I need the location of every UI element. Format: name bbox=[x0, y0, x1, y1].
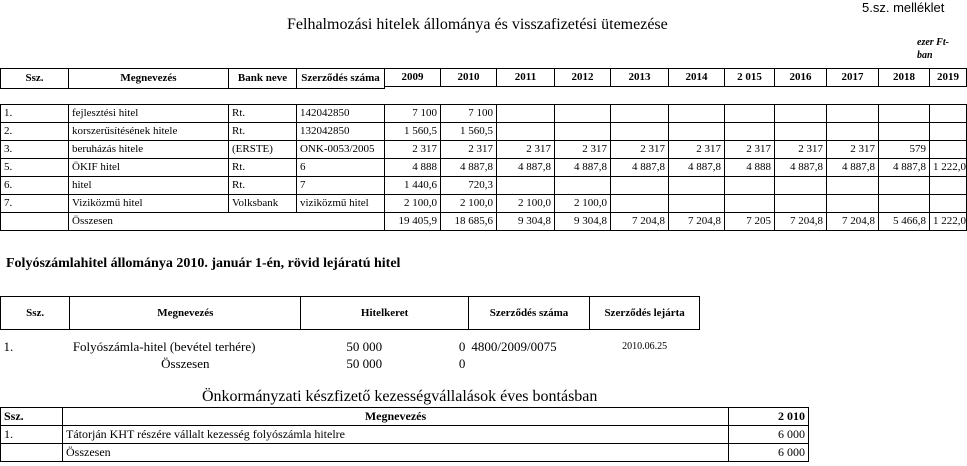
guarantees-row bbox=[1, 426, 809, 444]
header-year: 2018 bbox=[879, 69, 930, 87]
row-value: 2 100,0 bbox=[385, 195, 441, 213]
total-value: 7 204,8 bbox=[611, 213, 669, 231]
row-value: 2 317 bbox=[827, 141, 879, 159]
od-header-szerzodes: Szerződés száma bbox=[468, 297, 589, 330]
od-contract: 4800/2009/0075 bbox=[471, 339, 557, 354]
row-value: 579 bbox=[879, 141, 930, 159]
header-szerzodes: Szerződés száma bbox=[297, 69, 385, 89]
row-value bbox=[879, 123, 930, 141]
row-ssz: 6. bbox=[1, 177, 69, 195]
header-year: 2016 bbox=[775, 69, 827, 87]
row-value bbox=[555, 105, 611, 123]
row-ssz: 5. bbox=[1, 159, 69, 177]
page-title: Felhalmozási hitelek állománya és visszafizetési ütemezése bbox=[287, 16, 668, 33]
od-limit: 50 000 bbox=[346, 339, 383, 354]
row-value: 7 100 bbox=[441, 105, 497, 123]
row-value bbox=[879, 195, 930, 213]
row-value: 2 317 bbox=[385, 141, 441, 159]
g-total-label: Összesen bbox=[63, 444, 729, 462]
guarantees-header-row bbox=[1, 408, 809, 426]
row-value: 2 100,0 bbox=[555, 195, 611, 213]
od-expiry: 2010.06.25 bbox=[622, 341, 668, 352]
row-value: 4 888 bbox=[725, 159, 775, 177]
row-value: 1 222,0 bbox=[930, 159, 967, 177]
row-value bbox=[775, 105, 827, 123]
row-value bbox=[930, 141, 967, 159]
row-value bbox=[555, 177, 611, 195]
row-ssz: 1. bbox=[1, 105, 69, 123]
row-value bbox=[827, 105, 879, 123]
guarantees-total-row bbox=[1, 444, 809, 462]
overdraft-table bbox=[0, 296, 700, 372]
total-value: 7 204,8 bbox=[775, 213, 827, 231]
header-year: 2019 bbox=[930, 69, 967, 87]
row-value bbox=[497, 105, 555, 123]
table-row bbox=[1, 123, 967, 141]
row-contract: 6 bbox=[297, 159, 385, 177]
row-value: 4 887,8 bbox=[827, 159, 879, 177]
table-row bbox=[1, 159, 967, 177]
row-value bbox=[555, 123, 611, 141]
header-year: 2011 bbox=[497, 69, 555, 87]
row-contract: viziközmű hitel bbox=[297, 195, 385, 213]
g-value: 6 000 bbox=[729, 426, 809, 444]
g-ssz: 1. bbox=[1, 426, 63, 444]
row-value bbox=[775, 195, 827, 213]
row-value: 2 100,0 bbox=[497, 195, 555, 213]
total-spacer bbox=[1, 213, 69, 231]
row-value: 4 887,8 bbox=[879, 159, 930, 177]
od-total-used: 0 bbox=[458, 356, 466, 371]
od-header-hitelkeret: Hitelkeret bbox=[301, 297, 469, 330]
row-name: hitel bbox=[69, 177, 229, 195]
total-value: 7 205 bbox=[725, 213, 775, 231]
table-row bbox=[1, 177, 967, 195]
row-bank: Rt. bbox=[229, 123, 297, 141]
row-value bbox=[669, 105, 725, 123]
row-value bbox=[669, 177, 725, 195]
od-header-megnevezes: Megnevezés bbox=[70, 297, 301, 330]
row-value: 2 317 bbox=[725, 141, 775, 159]
header-ssz: Ssz. bbox=[1, 69, 69, 89]
row-name: fejlesztési hitel bbox=[69, 105, 229, 123]
row-value bbox=[775, 123, 827, 141]
overdraft-title: Folyószámlahitel állománya 2010. január 1-én, rövid lejáratú hitel bbox=[6, 256, 401, 271]
total-value: 18 685,6 bbox=[441, 213, 497, 231]
row-name: Viziközmű hitel bbox=[69, 195, 229, 213]
row-name: beruházás hitele bbox=[69, 141, 229, 159]
header-year: 2 015 bbox=[725, 69, 775, 87]
row-value: 2 317 bbox=[611, 141, 669, 159]
header-year: 2012 bbox=[555, 69, 611, 87]
row-value: 2 317 bbox=[775, 141, 827, 159]
header-megnevezes: Megnevezés bbox=[69, 69, 229, 89]
header-year: 2013 bbox=[611, 69, 669, 87]
od-used: 0 bbox=[458, 339, 466, 354]
row-value bbox=[827, 123, 879, 141]
total-value: 1 222,0 bbox=[930, 213, 967, 231]
row-value bbox=[725, 105, 775, 123]
row-value: 1 440,6 bbox=[385, 177, 441, 195]
unit-label: ezer Ft- ban bbox=[917, 37, 949, 61]
row-value bbox=[930, 123, 967, 141]
od-ssz: 1. bbox=[3, 339, 14, 354]
total-value: 5 466,8 bbox=[879, 213, 930, 231]
row-value: 2 100,0 bbox=[441, 195, 497, 213]
g-header-ssz: Ssz. bbox=[1, 408, 63, 426]
row-ssz: 7. bbox=[1, 195, 69, 213]
row-value bbox=[669, 123, 725, 141]
loans-header-row bbox=[1, 69, 967, 87]
row-value bbox=[930, 105, 967, 123]
total-value: 9 304,8 bbox=[555, 213, 611, 231]
row-value bbox=[930, 177, 967, 195]
total-value: 7 204,8 bbox=[827, 213, 879, 231]
row-value: 720,3 bbox=[441, 177, 497, 195]
row-value bbox=[611, 105, 669, 123]
od-total-label: Összesen bbox=[161, 356, 210, 371]
loans-table bbox=[0, 68, 967, 89]
row-value bbox=[827, 195, 879, 213]
row-value: 4 887,8 bbox=[497, 159, 555, 177]
row-value bbox=[930, 195, 967, 213]
row-value: 1 560,5 bbox=[385, 123, 441, 141]
overdraft-total-row bbox=[1, 355, 700, 372]
row-value bbox=[879, 105, 930, 123]
row-value: 4 887,8 bbox=[775, 159, 827, 177]
guarantees-title: Önkormányzati készfizető kezességvállalások éves bontásban bbox=[202, 388, 598, 405]
row-value: 2 317 bbox=[555, 141, 611, 159]
od-header-lejarta: Szerződés lejárta bbox=[590, 297, 700, 330]
row-value bbox=[775, 177, 827, 195]
header-year: 2014 bbox=[669, 69, 725, 87]
row-bank: Rt. bbox=[229, 159, 297, 177]
row-ssz: 2. bbox=[1, 123, 69, 141]
row-value: 2 317 bbox=[497, 141, 555, 159]
row-value: 4 887,8 bbox=[669, 159, 725, 177]
row-value: 1 560,5 bbox=[441, 123, 497, 141]
row-name: ÖKIF hitel bbox=[69, 159, 229, 177]
row-value bbox=[497, 123, 555, 141]
total-value: 19 405,9 bbox=[385, 213, 441, 231]
header-bank: Bank neve bbox=[229, 69, 297, 89]
row-name: korszerűsítésének hitele bbox=[69, 123, 229, 141]
row-bank: Rt. bbox=[229, 105, 297, 123]
table-row bbox=[1, 105, 967, 123]
total-value: 9 304,8 bbox=[497, 213, 555, 231]
row-bank: (ERSTE) bbox=[229, 141, 297, 159]
od-name: Folyószámla-hitel (bevétel terhére) bbox=[72, 339, 256, 354]
row-value bbox=[725, 177, 775, 195]
header-year: 2017 bbox=[827, 69, 879, 87]
g-total-value: 6 000 bbox=[729, 444, 809, 462]
row-value: 4 887,8 bbox=[441, 159, 497, 177]
row-value: 4 887,8 bbox=[555, 159, 611, 177]
row-value bbox=[611, 195, 669, 213]
g-header-megnevezes: Megnevezés bbox=[63, 408, 729, 426]
row-value bbox=[725, 195, 775, 213]
header-year: 2009 bbox=[385, 69, 441, 87]
row-value bbox=[725, 123, 775, 141]
row-value: 4 888 bbox=[385, 159, 441, 177]
row-value: 2 317 bbox=[441, 141, 497, 159]
total-row bbox=[1, 213, 967, 231]
g-name: Tátorján KHT részére vállalt kezesség folyószámla hitelre bbox=[63, 426, 729, 444]
row-value bbox=[827, 177, 879, 195]
g-header-year: 2 010 bbox=[729, 408, 809, 426]
od-total-limit: 50 000 bbox=[346, 356, 383, 371]
row-contract: 7 bbox=[297, 177, 385, 195]
row-value: 2 317 bbox=[669, 141, 725, 159]
row-ssz: 3. bbox=[1, 141, 69, 159]
row-bank: Volksbank bbox=[229, 195, 297, 213]
row-value bbox=[611, 177, 669, 195]
row-contract: ONK-0053/2005 bbox=[297, 141, 385, 159]
table-row bbox=[1, 141, 967, 159]
row-bank: Rt. bbox=[229, 177, 297, 195]
overdraft-header-row bbox=[1, 297, 700, 330]
overdraft-row bbox=[1, 338, 700, 355]
row-contract: 142042850 bbox=[297, 105, 385, 123]
row-contract: 132042850 bbox=[297, 123, 385, 141]
annex-label: 5.sz. melléklet bbox=[862, 0, 945, 15]
row-value bbox=[497, 177, 555, 195]
row-value bbox=[669, 195, 725, 213]
total-value: 7 204,8 bbox=[669, 213, 725, 231]
row-value bbox=[611, 123, 669, 141]
row-value bbox=[879, 177, 930, 195]
table-row bbox=[1, 195, 967, 213]
total-label: Összesen bbox=[69, 213, 385, 231]
guarantees-table bbox=[0, 407, 809, 462]
row-value: 7 100 bbox=[385, 105, 441, 123]
row-value: 4 887,8 bbox=[611, 159, 669, 177]
od-header-ssz: Ssz. bbox=[1, 297, 70, 330]
loans-body bbox=[0, 104, 967, 231]
header-year: 2010 bbox=[441, 69, 497, 87]
